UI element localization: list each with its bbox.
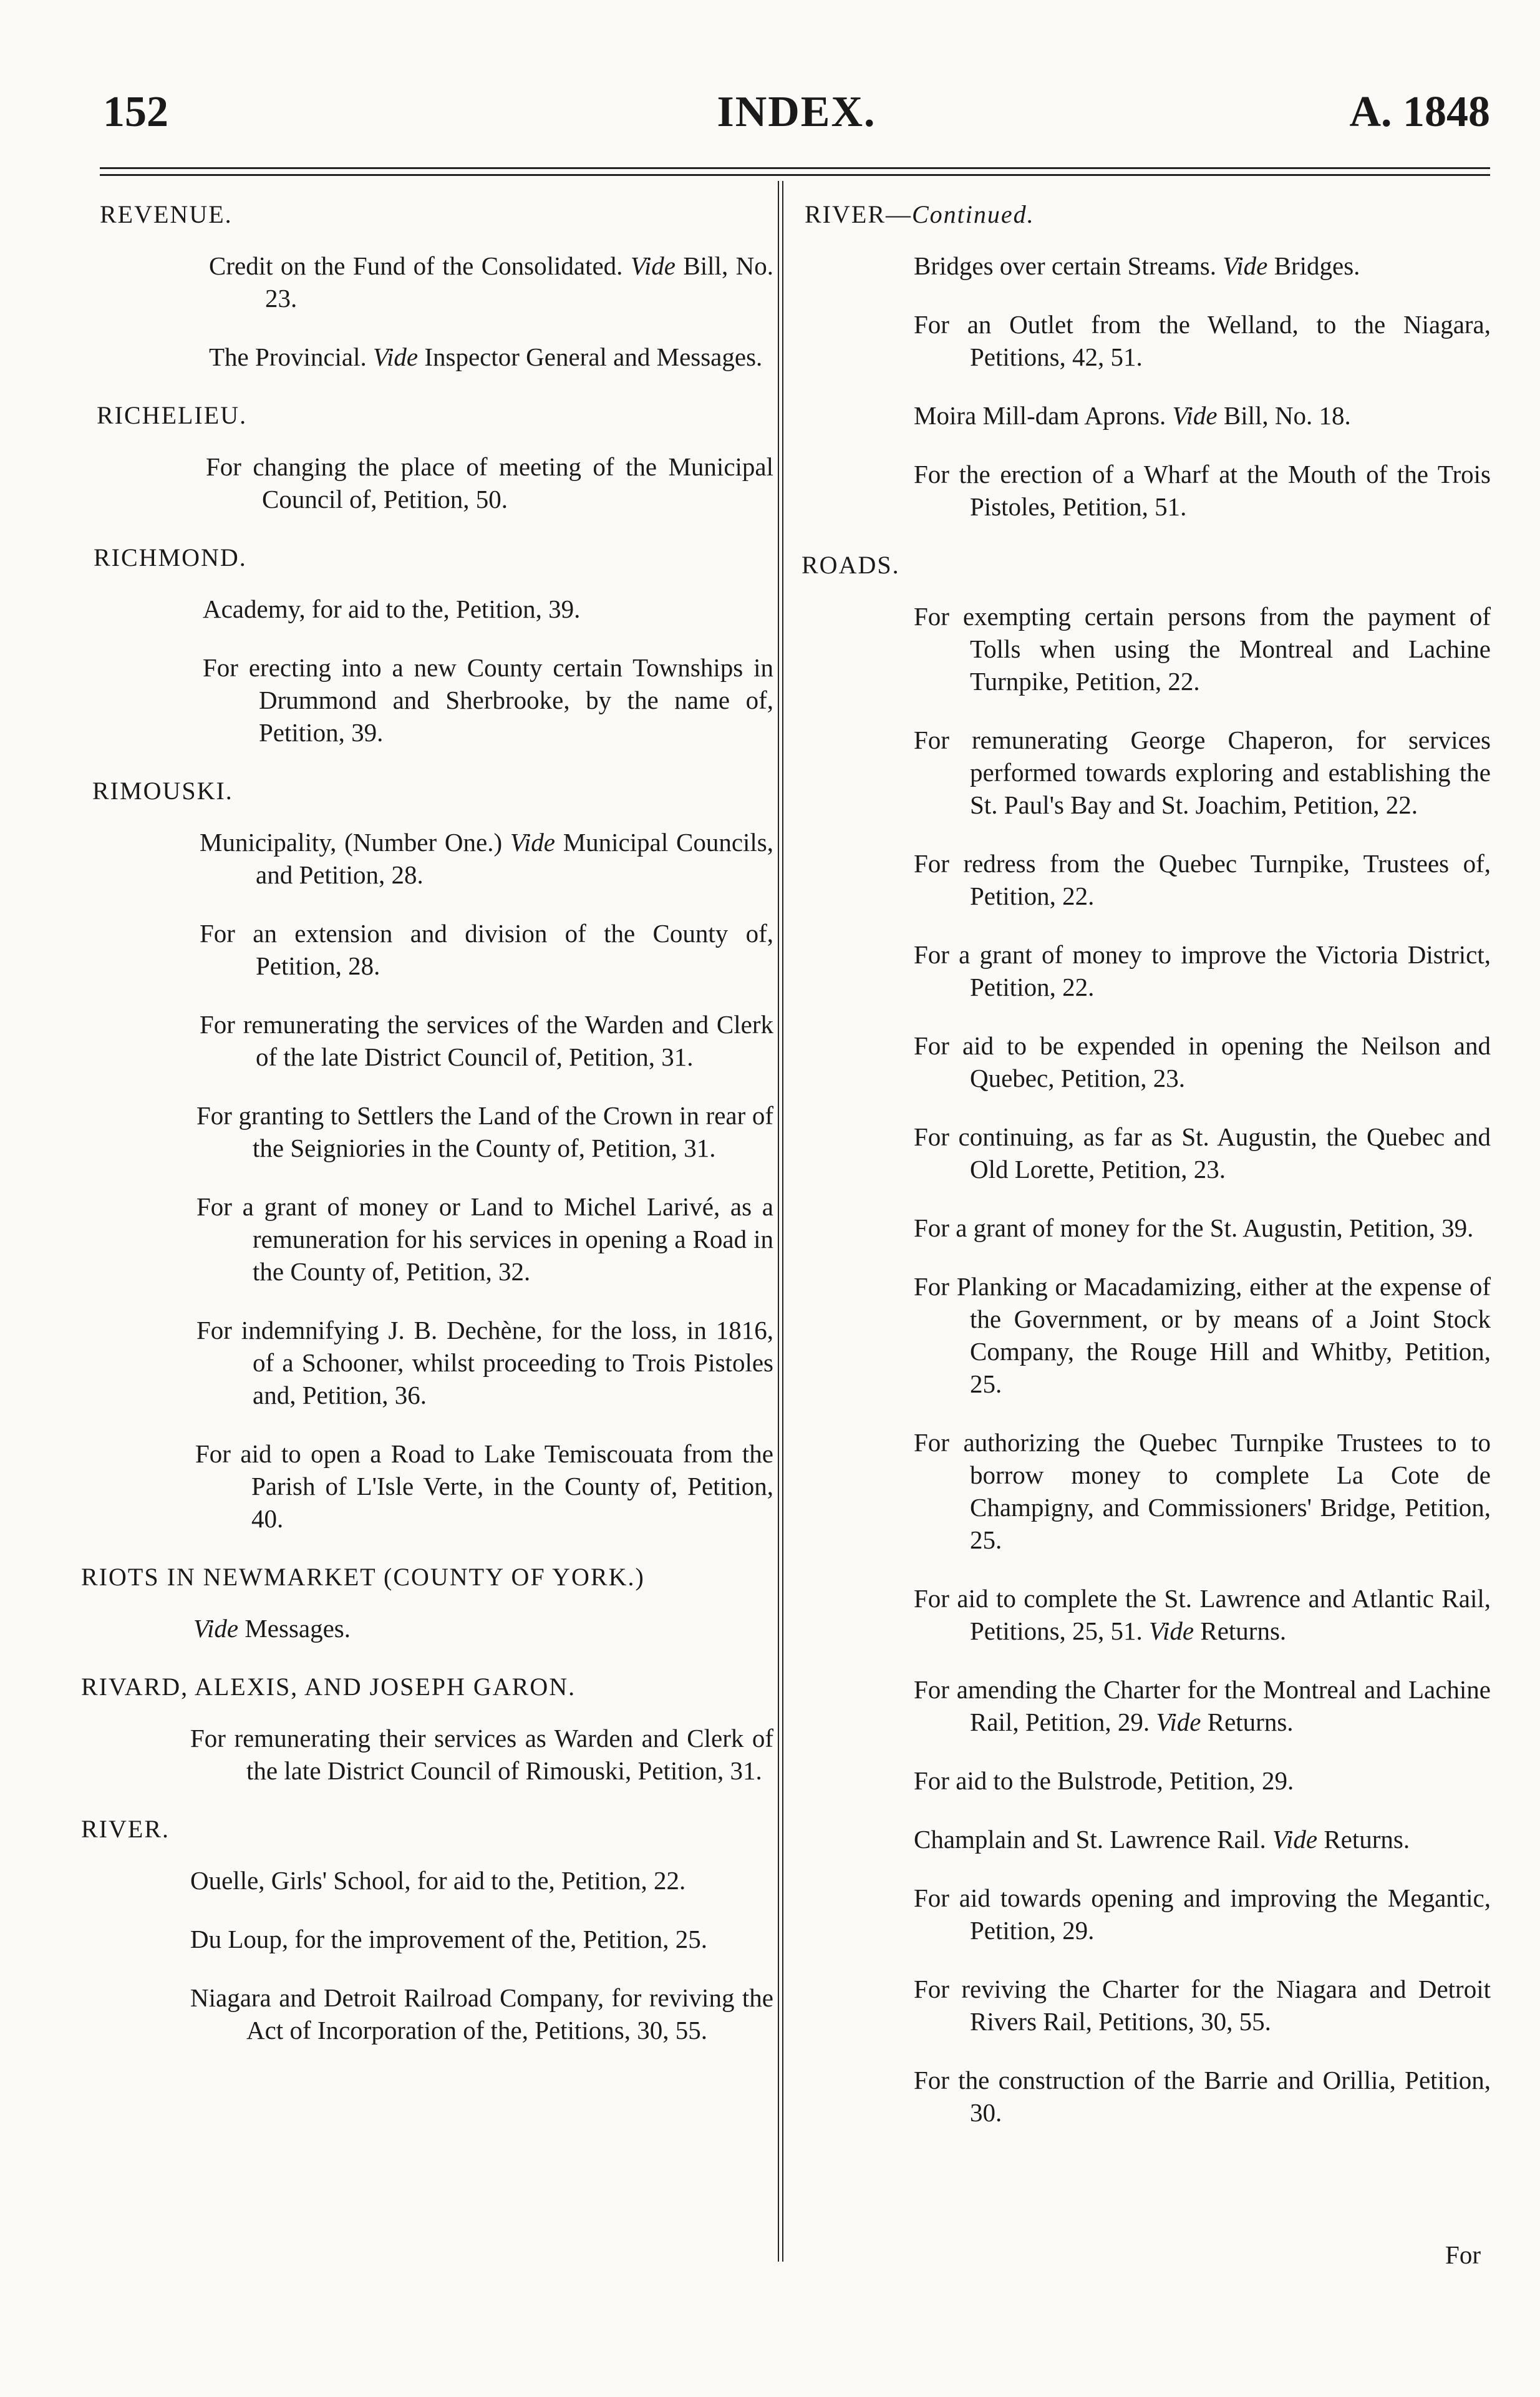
index-entry <box>911 724 1491 821</box>
entry-reference: Inspector General and Messages. <box>424 343 763 371</box>
entry-text: For granting to Settlers the Land of the Crown in rear of the Seigniories in the County of, Petition, 31. <box>196 1101 773 1162</box>
entry-text: For aid to be expended in opening the Neilson and Quebec, Petition, 23. <box>914 1031 1491 1092</box>
right-column <box>801 198 1491 2155</box>
section-heading: RIVARD, ALEXIS, AND JOSEPH GARON. <box>81 1673 576 1701</box>
index-entry <box>911 458 1491 523</box>
entry-text: Municipality, (Number One.) <box>200 828 503 857</box>
index-entry <box>911 1764 1491 1797</box>
left-column <box>81 198 773 2073</box>
entry-text: Niagara and Detroit Railroad Company, for reviving the Act of Incorporation of the, Petitions, 30, 55. <box>190 1983 773 2044</box>
page-header <box>103 84 1490 153</box>
index-entry <box>911 308 1491 373</box>
catchword: For <box>1445 2240 1481 2269</box>
index-entry <box>193 1099 773 1164</box>
index-entry <box>196 917 773 982</box>
entry-text: Bridges over certain Streams. <box>914 251 1217 280</box>
entry-text: For the erection of a Wharf at the Mouth of the Trois Pistoles, Petition, 51. <box>914 460 1491 521</box>
vide-reference: Vide <box>1149 1617 1194 1645</box>
entry-text: For a grant of money or Land to Michel Larivé, as a remuneration for his services in opening a Road in the County of, Petition, 32. <box>196 1192 773 1286</box>
index-entry <box>190 1612 773 1645</box>
entry-text: Credit on the Fund of the Consolidated. <box>209 251 623 280</box>
entry-text: For changing the place of meeting of the Municipal Council of, Petition, 50. <box>206 452 773 513</box>
entry-text: For reviving the Charter for the Niagara and Detroit Rivers Rail, Petitions, 30, 55. <box>914 1975 1491 2036</box>
entry-text: For a grant of money to improve the Victoria District, Petition, 22. <box>914 940 1491 1001</box>
index-entry <box>911 1121 1491 1185</box>
index-entry <box>187 1864 773 1897</box>
vide-reference: Vide <box>373 343 419 371</box>
vide-reference: Vide <box>510 828 555 857</box>
entry-reference: Bill, No. 18. <box>1223 401 1351 430</box>
index-entry <box>911 1426 1491 1556</box>
index-entry <box>911 847 1491 912</box>
index-entry <box>200 651 773 749</box>
entry-reference: Bill, No. 23. <box>265 251 773 313</box>
entry-text: For aid towards opening and improving the Megantic, Petition, 29. <box>914 1884 1491 1945</box>
entry-reference: Returns. <box>1324 1825 1410 1854</box>
index-entry <box>206 341 773 373</box>
header-double-rule <box>100 167 1490 176</box>
heading-continued: Continued. <box>912 200 1035 228</box>
entry-text: Du Loup, for the improvement of the, Petition, 25. <box>190 1925 707 1953</box>
entry-text: For remunerating the services of the Warden and Clerk of the late District Council of, Petition, 31. <box>200 1010 773 1071</box>
index-entry <box>187 1722 773 1787</box>
index-entry <box>203 450 773 515</box>
vide-reference: Vide <box>630 251 676 280</box>
entry-text: For an extension and division of the County of, Petition, 28. <box>200 919 773 980</box>
column-divider <box>778 181 783 2262</box>
vide-reference: Vide <box>1272 1825 1318 1854</box>
section-heading: REVENUE. <box>100 200 233 228</box>
index-section-river-continued <box>805 198 1491 523</box>
entry-text: For remunerating their services as Warden and Clerk of the late District Council of Rimouski, Petition, 31. <box>190 1724 773 1785</box>
entry-text: Moira Mill-dam Aprons. <box>914 401 1166 430</box>
index-section-rivard <box>81 1671 773 1787</box>
entry-text: For the construction of the Barrie and Orillia, Petition, 30. <box>914 2066 1491 2127</box>
index-section-rimouski <box>81 775 773 1535</box>
index-entry <box>911 938 1491 1003</box>
entry-text: Academy, for aid to the, Petition, 39. <box>203 595 581 623</box>
index-section-roads <box>801 549 1491 2129</box>
index-section-riots <box>81 1561 773 1645</box>
entry-text: Ouelle, Girls' School, for aid to the, Petition, 22. <box>190 1866 686 1895</box>
section-heading: RICHMOND. <box>94 543 247 571</box>
section-heading: RIMOUSKI. <box>92 777 233 805</box>
index-entry <box>911 1582 1491 1647</box>
index-entry <box>911 1212 1491 1244</box>
entry-text: For Planking or Macadamizing, either at the expense of the Government, or by means of a Joint Stock Company, the Rouge Hill and Whitby, Petition, 25. <box>914 1272 1491 1398</box>
entry-text: For aid to complete the St. Lawrence and Atlantic Rail, Petitions, 25, 51. <box>914 1584 1491 1645</box>
index-entry <box>911 600 1491 698</box>
index-entry <box>196 826 773 891</box>
heading-text: RIVER— <box>805 200 912 228</box>
index-entry <box>911 1823 1491 1855</box>
vide-reference: Vide <box>1172 401 1218 430</box>
index-entry <box>911 1673 1491 1738</box>
entry-reference: Returns. <box>1200 1617 1287 1645</box>
page-title: INDEX. <box>717 88 876 136</box>
index-entry <box>187 1981 773 2046</box>
section-heading: RIOTS IN NEWMARKET (COUNTY OF YORK.) <box>81 1563 645 1591</box>
entry-reference: Municipal Councils, and Petition, 28. <box>256 828 774 889</box>
entry-text: For erecting into a new County certain Townships in Drummond and Sherbrooke, by the name of, Petition, 39. <box>203 653 773 747</box>
entry-text: For amending the Charter for the Montreal and Lachine Rail, Petition, 29. <box>914 1675 1491 1736</box>
section-heading: RIVER. <box>81 1815 170 1843</box>
entry-text: For continuing, as far as St. Augustin, the Quebec and Old Lorette, Petition, 23. <box>914 1122 1491 1184</box>
section-heading: RICHELIEU. <box>97 401 248 429</box>
entry-text: For authorizing the Quebec Turnpike Trustees to to borrow money to complete La Cote de Champigny, and Commissioners' Bridge, Petition, 25. <box>914 1428 1491 1554</box>
entry-text: For aid to open a Road to Lake Temiscouata from the Parish of L'Isle Verte, in the County of, Petition, 40. <box>195 1439 773 1533</box>
vide-reference: Vide <box>1156 1708 1201 1736</box>
entry-reference: Returns. <box>1207 1708 1294 1736</box>
entry-text: The Provincial. <box>209 343 367 371</box>
entry-text: For redress from the Quebec Turnpike, Trustees of, Petition, 22. <box>914 849 1491 910</box>
index-entry <box>193 1190 773 1288</box>
entry-reference: Bridges. <box>1274 251 1360 280</box>
index-entry <box>196 1008 773 1073</box>
entry-text: For remunerating George Chaperon, for services performed towards exploring and establishing the St. Paul's Bay and St. Joachim, Petition, 22. <box>914 726 1491 819</box>
index-entry <box>200 593 773 625</box>
entry-text: For aid to the Bulstrode, Petition, 29. <box>914 1766 1294 1795</box>
index-entry <box>206 250 773 314</box>
index-section-richmond <box>81 542 773 749</box>
entry-reference: Messages. <box>245 1614 351 1643</box>
entry-text: Champlain and St. Lawrence Rail. <box>914 1825 1266 1854</box>
vide-reference: Vide <box>1223 251 1268 280</box>
index-entry <box>911 1973 1491 2038</box>
index-section-river <box>81 1813 773 2046</box>
page-number: 152 <box>103 88 168 136</box>
section-heading: ROADS. <box>801 551 900 579</box>
index-entry <box>187 1923 773 1955</box>
entry-text: For indemnifying J. B. Dechène, for the loss, in 1816, of a Schooner, whilst proceeding to Trois Pistoles and, Petition, 36. <box>196 1316 773 1409</box>
index-entry <box>911 1029 1491 1094</box>
section-heading <box>805 198 1491 231</box>
session-label: A. 1848 <box>1349 88 1490 136</box>
index-entry <box>911 1882 1491 1947</box>
index-section-richelieu <box>81 399 773 515</box>
index-entry <box>911 1270 1491 1400</box>
vide-reference: Vide <box>193 1614 239 1643</box>
index-entry <box>911 399 1491 432</box>
entry-text: For an Outlet from the Welland, to the Niagara, Petitions, 42, 51. <box>914 310 1491 371</box>
entry-text: For a grant of money for the St. Augustin, Petition, 39. <box>914 1213 1474 1242</box>
index-entry <box>911 250 1491 282</box>
index-entry <box>193 1314 773 1411</box>
index-entry <box>192 1437 773 1535</box>
index-section-revenue <box>81 198 773 373</box>
entry-text: For exempting certain persons from the payment of Tolls when using the Montreal and Lachine Turnpike, Petition, 22. <box>914 602 1491 696</box>
index-entry <box>911 2064 1491 2129</box>
